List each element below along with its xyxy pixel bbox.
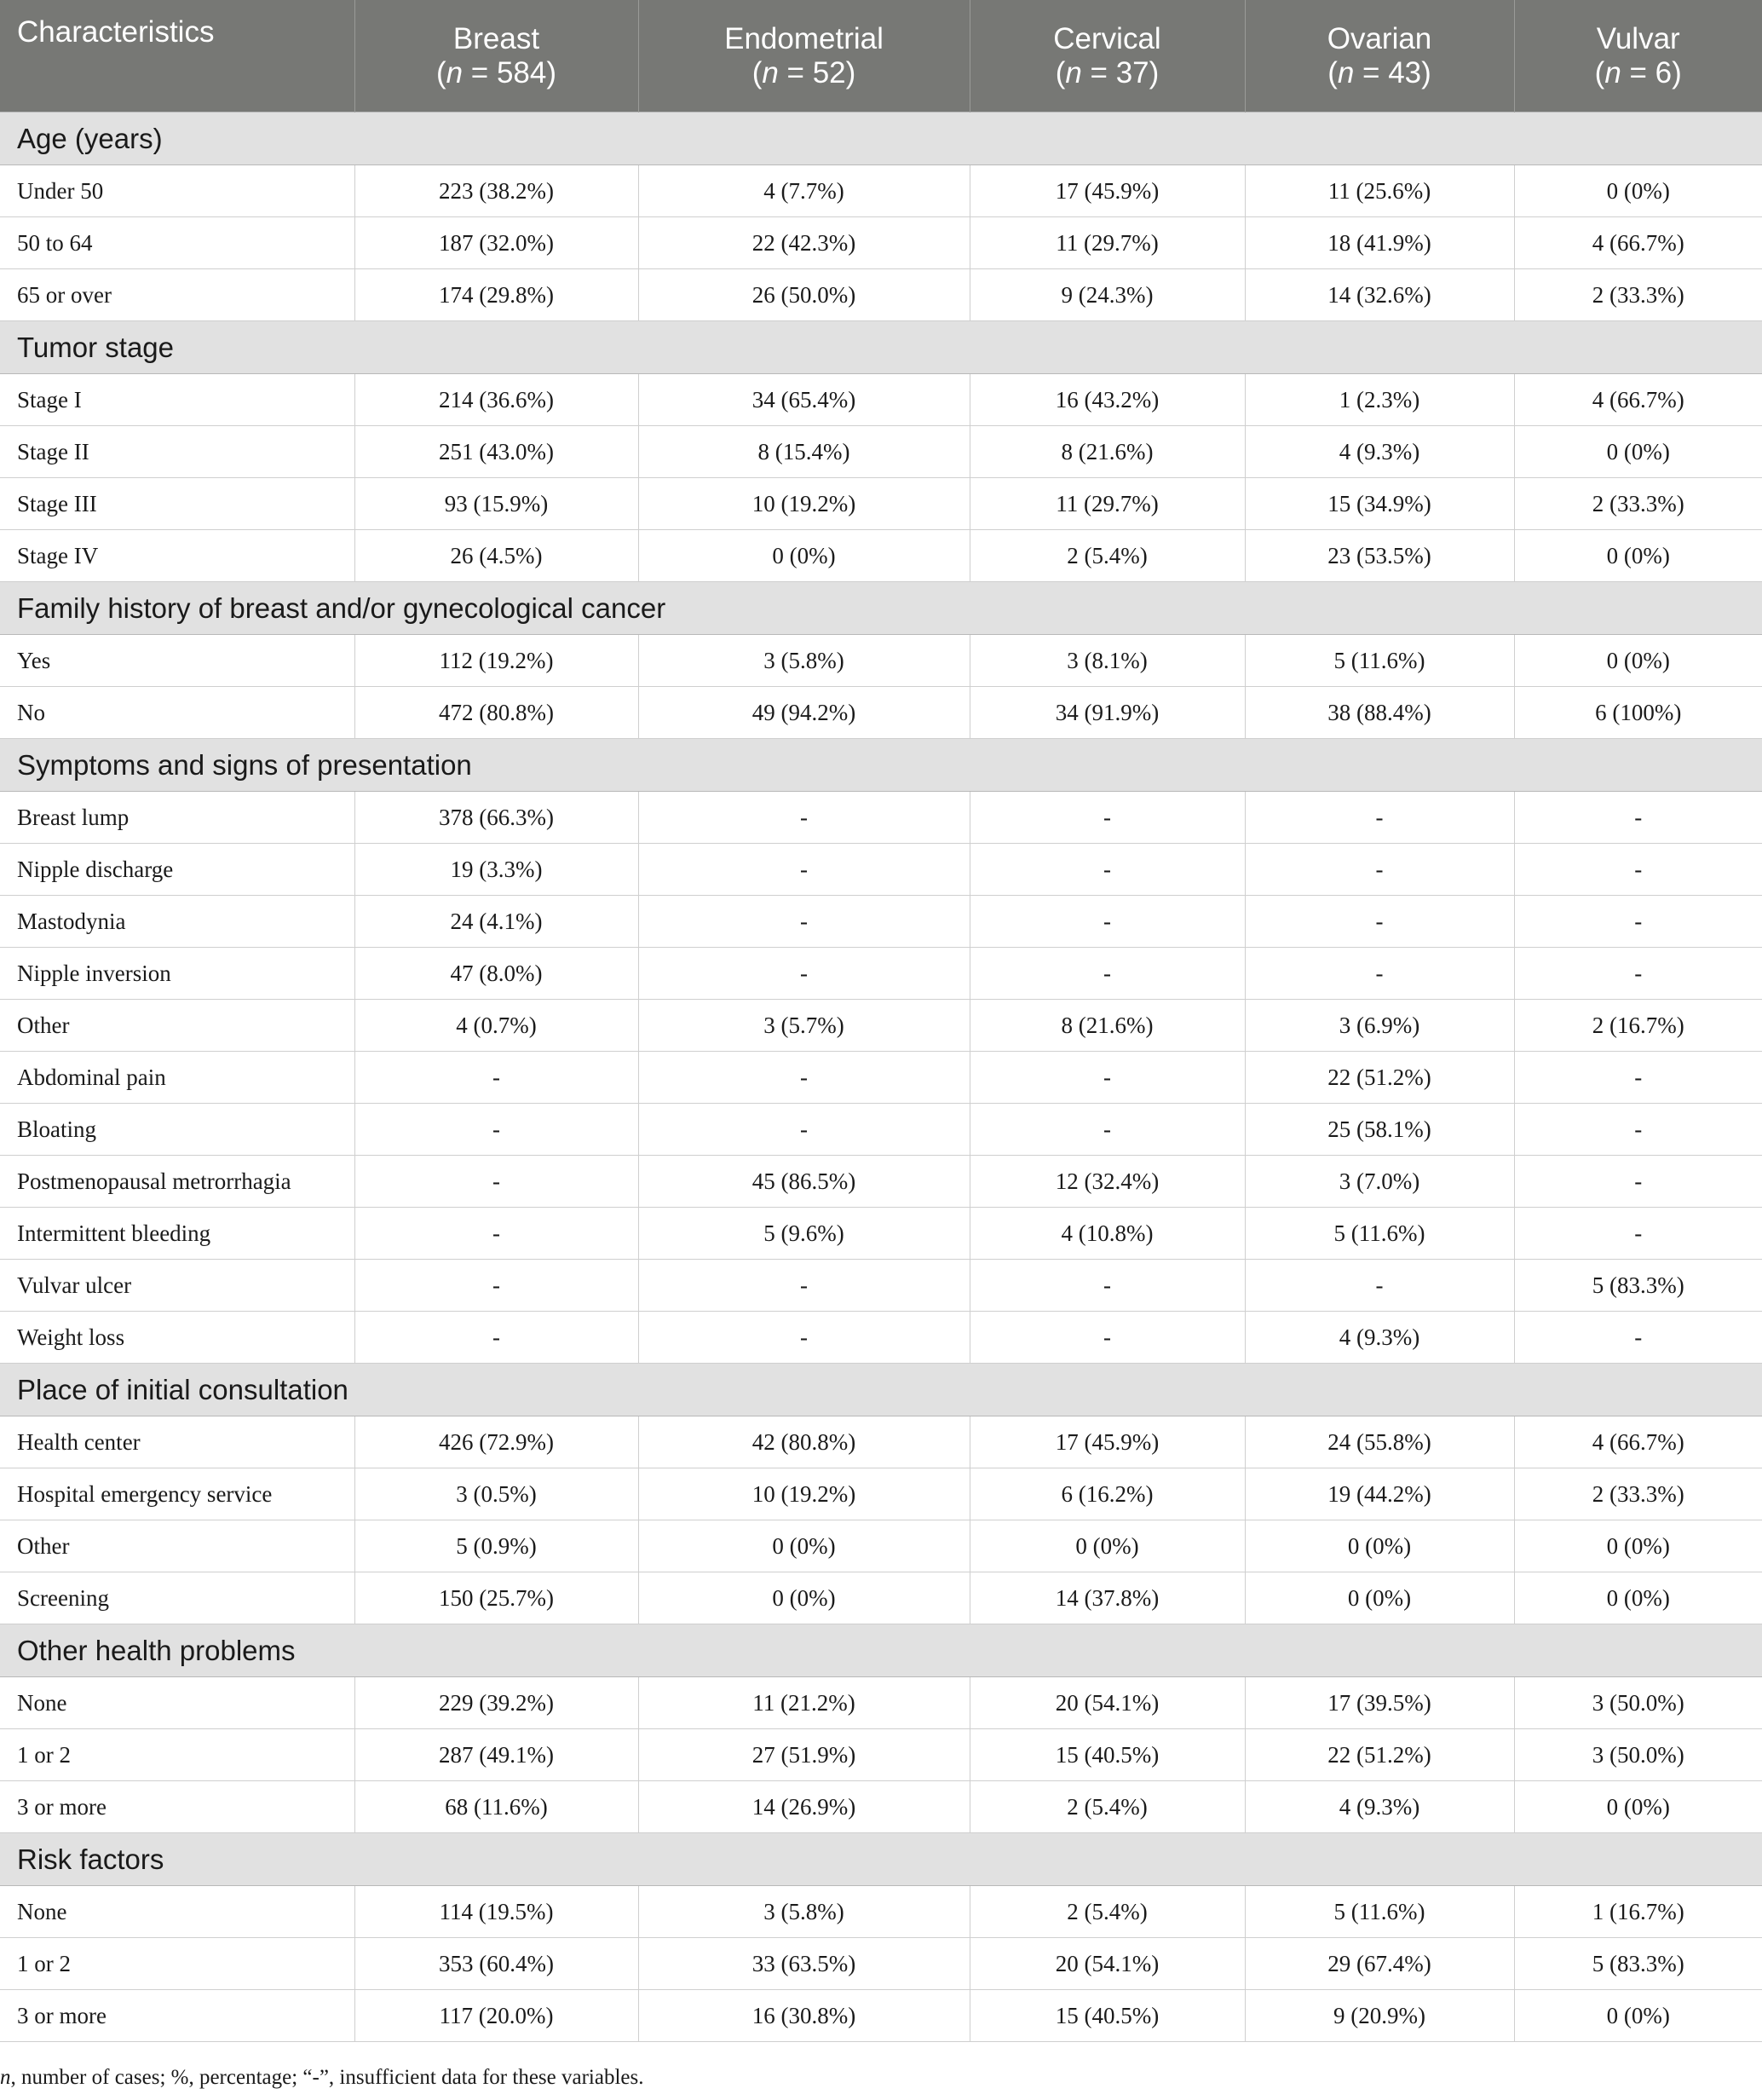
table-row [0, 687, 1762, 739]
table-cell: 2 (16.7%) [1514, 1000, 1762, 1052]
section-title: Tumor stage [0, 321, 1762, 374]
table-cell: 26 (4.5%) [354, 530, 638, 582]
table-cell: 17 (45.9%) [970, 165, 1245, 217]
section-header-row [0, 739, 1762, 792]
table-cell: 24 (55.8%) [1245, 1416, 1514, 1468]
row-label: Mastodynia [0, 896, 354, 948]
table-cell: 11 (25.6%) [1245, 165, 1514, 217]
table-row [0, 1781, 1762, 1833]
table-cell: 0 (0%) [638, 1520, 970, 1572]
table-cell: - [970, 1104, 1245, 1156]
table-cell: 15 (40.5%) [970, 1990, 1245, 2042]
table-cell: - [1514, 948, 1762, 1000]
group-count: (n = 6) [1594, 55, 1682, 89]
table-cell: - [638, 896, 970, 948]
table-cell: 20 (54.1%) [970, 1677, 1245, 1729]
table-cell: 5 (9.6%) [638, 1208, 970, 1260]
table-cell: 187 (32.0%) [354, 217, 638, 269]
table-row [0, 896, 1762, 948]
table-cell: 150 (25.7%) [354, 1572, 638, 1624]
table-row [0, 1677, 1762, 1729]
table-row [0, 426, 1762, 478]
table-cell: - [354, 1260, 638, 1312]
table-cell: 3 (50.0%) [1514, 1729, 1762, 1781]
table-cell: 17 (45.9%) [970, 1416, 1245, 1468]
table-cell: - [638, 1104, 970, 1156]
table-cell: 5 (11.6%) [1245, 1208, 1514, 1260]
table-cell: 353 (60.4%) [354, 1938, 638, 1990]
table-cell: - [1245, 844, 1514, 896]
table-row [0, 1520, 1762, 1572]
group-count: (n = 52) [751, 55, 856, 89]
table-cell: 22 (51.2%) [1245, 1052, 1514, 1104]
table-cell: 23 (53.5%) [1245, 530, 1514, 582]
table-cell: 8 (21.6%) [970, 426, 1245, 478]
table-cell: - [970, 844, 1245, 896]
table-row [0, 1156, 1762, 1208]
table-cell: 5 (0.9%) [354, 1520, 638, 1572]
table-cell: - [1514, 1208, 1762, 1260]
table-cell: 117 (20.0%) [354, 1990, 638, 2042]
table-row [0, 1312, 1762, 1364]
table-cell: - [1514, 1312, 1762, 1364]
table-cell: 47 (8.0%) [354, 948, 638, 1000]
table-cell: 2 (5.4%) [970, 1886, 1245, 1938]
table-cell: 18 (41.9%) [1245, 217, 1514, 269]
table-cell: - [970, 896, 1245, 948]
table-cell: - [1514, 1104, 1762, 1156]
table-cell: 15 (34.9%) [1245, 478, 1514, 530]
row-label: Nipple inversion [0, 948, 354, 1000]
table-cell: 174 (29.8%) [354, 269, 638, 321]
table-row [0, 165, 1762, 217]
table-cell: 12 (32.4%) [970, 1156, 1245, 1208]
table-row [0, 217, 1762, 269]
table-cell: 29 (67.4%) [1245, 1938, 1514, 1990]
table-cell: 426 (72.9%) [354, 1416, 638, 1468]
table-cell: 2 (5.4%) [970, 1781, 1245, 1833]
header-group-cervical [970, 0, 1245, 112]
table-cell: 11 (29.7%) [970, 478, 1245, 530]
table-cell: 4 (0.7%) [354, 1000, 638, 1052]
table-cell: - [970, 1260, 1245, 1312]
table-cell: 4 (9.3%) [1245, 1781, 1514, 1833]
table-cell: 93 (15.9%) [354, 478, 638, 530]
row-label: Other [0, 1520, 354, 1572]
table-cell: 38 (88.4%) [1245, 687, 1514, 739]
table-row [0, 1468, 1762, 1520]
table-cell: 11 (21.2%) [638, 1677, 970, 1729]
footnote-text: , number of cases; %, percentage; “-”, insufficient data for these variables. [10, 2066, 644, 2089]
table-cell: - [1514, 1052, 1762, 1104]
row-label: Bloating [0, 1104, 354, 1156]
row-label: None [0, 1886, 354, 1938]
table-cell: 0 (0%) [1514, 1572, 1762, 1624]
section-header-row [0, 1833, 1762, 1886]
table-cell: 4 (66.7%) [1514, 217, 1762, 269]
table-cell: 0 (0%) [970, 1520, 1245, 1572]
table-cell: 9 (20.9%) [1245, 1990, 1514, 2042]
section-header-row [0, 582, 1762, 635]
table-cell: 17 (39.5%) [1245, 1677, 1514, 1729]
table-cell: 34 (65.4%) [638, 374, 970, 426]
table-row [0, 844, 1762, 896]
table-cell: 0 (0%) [638, 530, 970, 582]
table-cell: - [1245, 792, 1514, 844]
section-title: Place of initial consultation [0, 1364, 1762, 1416]
table-row [0, 1572, 1762, 1624]
table-cell: 2 (5.4%) [970, 530, 1245, 582]
table-cell: 0 (0%) [1514, 530, 1762, 582]
table-cell: 16 (30.8%) [638, 1990, 970, 2042]
table-cell: 33 (63.5%) [638, 1938, 970, 1990]
table-cell: 3 (5.8%) [638, 1886, 970, 1938]
table-cell: 214 (36.6%) [354, 374, 638, 426]
table-cell: - [970, 948, 1245, 1000]
table-cell: 229 (39.2%) [354, 1677, 638, 1729]
table-row [0, 1052, 1762, 1104]
table-cell: 20 (54.1%) [970, 1938, 1245, 1990]
table-cell: 9 (24.3%) [970, 269, 1245, 321]
table-cell: - [970, 1312, 1245, 1364]
table-cell: 68 (11.6%) [354, 1781, 638, 1833]
row-label: 3 or more [0, 1990, 354, 2042]
table-row [0, 1260, 1762, 1312]
table-row [0, 1886, 1762, 1938]
row-label: Yes [0, 635, 354, 687]
row-label: No [0, 687, 354, 739]
row-label: Stage I [0, 374, 354, 426]
table-cell: 49 (94.2%) [638, 687, 970, 739]
table-cell: 0 (0%) [1245, 1572, 1514, 1624]
table-cell: 251 (43.0%) [354, 426, 638, 478]
section-title: Other health problems [0, 1624, 1762, 1677]
table-row [0, 792, 1762, 844]
table-cell: 223 (38.2%) [354, 165, 638, 217]
table-cell: 22 (51.2%) [1245, 1729, 1514, 1781]
group-name: Cervical [1053, 21, 1161, 55]
table-cell: 1 (16.7%) [1514, 1886, 1762, 1938]
table-row [0, 478, 1762, 530]
table-row [0, 1729, 1762, 1781]
table-cell: 4 (66.7%) [1514, 374, 1762, 426]
table-cell: 19 (44.2%) [1245, 1468, 1514, 1520]
group-count: (n = 43) [1327, 55, 1431, 89]
table-header-row [0, 0, 1762, 112]
group-name: Endometrial [724, 21, 884, 55]
table-body [0, 112, 1762, 2042]
header-group-vulvar [1514, 0, 1762, 112]
table-footnote [0, 2066, 643, 2090]
table-cell: 6 (100%) [1514, 687, 1762, 739]
table-cell: 3 (5.7%) [638, 1000, 970, 1052]
table-cell: - [354, 1208, 638, 1260]
table-cell: 22 (42.3%) [638, 217, 970, 269]
table-cell: 378 (66.3%) [354, 792, 638, 844]
table-cell: - [638, 1052, 970, 1104]
table-cell: 0 (0%) [1514, 1781, 1762, 1833]
row-label: 50 to 64 [0, 217, 354, 269]
table-cell: - [638, 1312, 970, 1364]
header-group-endometrial [638, 0, 970, 112]
table-row [0, 1208, 1762, 1260]
table-cell: 26 (50.0%) [638, 269, 970, 321]
table-cell: 2 (33.3%) [1514, 269, 1762, 321]
table-cell: 14 (37.8%) [970, 1572, 1245, 1624]
row-label: 3 or more [0, 1781, 354, 1833]
footnote-n-symbol: n [0, 2066, 11, 2089]
row-label: Stage II [0, 426, 354, 478]
group-name: Ovarian [1327, 21, 1432, 55]
section-title: Age (years) [0, 112, 1762, 165]
table-cell: - [1514, 1156, 1762, 1208]
row-label: Breast lump [0, 792, 354, 844]
row-label: Hospital emergency service [0, 1468, 354, 1520]
section-header-row [0, 1364, 1762, 1416]
table-cell: 15 (40.5%) [970, 1729, 1245, 1781]
row-label: Postmenopausal metrorrhagia [0, 1156, 354, 1208]
table-cell: 0 (0%) [1245, 1520, 1514, 1572]
table-cell: 34 (91.9%) [970, 687, 1245, 739]
table-cell: 3 (8.1%) [970, 635, 1245, 687]
table-cell: - [354, 1312, 638, 1364]
row-label: Health center [0, 1416, 354, 1468]
section-title: Symptoms and signs of presentation [0, 739, 1762, 792]
table-cell: 3 (6.9%) [1245, 1000, 1514, 1052]
table-cell: 4 (10.8%) [970, 1208, 1245, 1260]
row-label: Nipple discharge [0, 844, 354, 896]
table-row [0, 1990, 1762, 2042]
table-cell: - [638, 1260, 970, 1312]
table-cell: 3 (0.5%) [354, 1468, 638, 1520]
table-cell: 10 (19.2%) [638, 478, 970, 530]
table-cell: - [638, 844, 970, 896]
section-title: Family history of breast and/or gynecological cancer [0, 582, 1762, 635]
row-label: Abdominal pain [0, 1052, 354, 1104]
table-cell: 8 (15.4%) [638, 426, 970, 478]
section-header-row [0, 321, 1762, 374]
row-label: Other [0, 1000, 354, 1052]
table-cell: 0 (0%) [1514, 635, 1762, 687]
group-name: Breast [452, 21, 540, 55]
header-group-breast [354, 0, 638, 112]
table-cell: - [1245, 896, 1514, 948]
row-label: Screening [0, 1572, 354, 1624]
table-cell: 19 (3.3%) [354, 844, 638, 896]
table-cell: 11 (29.7%) [970, 217, 1245, 269]
table-row [0, 269, 1762, 321]
table-cell: - [638, 948, 970, 1000]
table-cell: - [354, 1156, 638, 1208]
table-cell: 5 (11.6%) [1245, 635, 1514, 687]
table-row [0, 374, 1762, 426]
header-group-ovarian [1245, 0, 1514, 112]
table-cell: 4 (66.7%) [1514, 1416, 1762, 1468]
table-cell: - [1514, 792, 1762, 844]
table-cell: 16 (43.2%) [970, 374, 1245, 426]
table-cell: 0 (0%) [1514, 1520, 1762, 1572]
table-cell: 3 (7.0%) [1245, 1156, 1514, 1208]
table-cell: - [970, 1052, 1245, 1104]
table-cell: 10 (19.2%) [638, 1468, 970, 1520]
table-cell: - [970, 792, 1245, 844]
row-label: 1 or 2 [0, 1729, 354, 1781]
table-cell: - [1514, 896, 1762, 948]
table-cell: 0 (0%) [1514, 1990, 1762, 2042]
table-cell: 4 (9.3%) [1245, 1312, 1514, 1364]
row-label: Weight loss [0, 1312, 354, 1364]
table-cell: 2 (33.3%) [1514, 1468, 1762, 1520]
table-cell: 472 (80.8%) [354, 687, 638, 739]
table-cell: 112 (19.2%) [354, 635, 638, 687]
row-label: Stage IV [0, 530, 354, 582]
table-cell: 6 (16.2%) [970, 1468, 1245, 1520]
row-label: None [0, 1677, 354, 1729]
table-cell: 2 (33.3%) [1514, 478, 1762, 530]
table-row [0, 948, 1762, 1000]
table-row [0, 1000, 1762, 1052]
table-cell: 0 (0%) [1514, 165, 1762, 217]
table-cell: 14 (26.9%) [638, 1781, 970, 1833]
table-cell: 5 (83.3%) [1514, 1260, 1762, 1312]
table-cell: 4 (9.3%) [1245, 426, 1514, 478]
table-row [0, 1416, 1762, 1468]
table-cell: 114 (19.5%) [354, 1886, 638, 1938]
row-label: Under 50 [0, 165, 354, 217]
table-row [0, 530, 1762, 582]
table-cell: 3 (50.0%) [1514, 1677, 1762, 1729]
section-header-row [0, 1624, 1762, 1677]
group-name: Vulvar [1596, 21, 1680, 55]
table-cell: 1 (2.3%) [1245, 374, 1514, 426]
table-cell: - [638, 792, 970, 844]
row-label: Stage III [0, 478, 354, 530]
table-cell: 3 (5.8%) [638, 635, 970, 687]
table-cell: 8 (21.6%) [970, 1000, 1245, 1052]
section-title: Risk factors [0, 1833, 1762, 1886]
table-cell: - [1245, 1260, 1514, 1312]
table-cell: - [1245, 948, 1514, 1000]
table-cell: 0 (0%) [1514, 426, 1762, 478]
table-cell: 24 (4.1%) [354, 896, 638, 948]
table-row [0, 1104, 1762, 1156]
group-count: (n = 584) [435, 55, 557, 89]
row-label: 65 or over [0, 269, 354, 321]
table-cell: 25 (58.1%) [1245, 1104, 1514, 1156]
row-label: Intermittent bleeding [0, 1208, 354, 1260]
table-cell: 5 (11.6%) [1245, 1886, 1514, 1938]
table-cell: 14 (32.6%) [1245, 269, 1514, 321]
table-cell: 42 (80.8%) [638, 1416, 970, 1468]
table-cell: 4 (7.7%) [638, 165, 970, 217]
table-cell: 287 (49.1%) [354, 1729, 638, 1781]
table-cell: - [1514, 844, 1762, 896]
header-characteristics: Characteristics [0, 0, 354, 112]
table-cell: - [354, 1052, 638, 1104]
row-label: Vulvar ulcer [0, 1260, 354, 1312]
table-cell: 5 (83.3%) [1514, 1938, 1762, 1990]
table-cell: 0 (0%) [638, 1572, 970, 1624]
table-cell: 45 (86.5%) [638, 1156, 970, 1208]
table-row [0, 1938, 1762, 1990]
group-count: (n = 37) [1055, 55, 1160, 89]
section-header-row [0, 112, 1762, 165]
table-row [0, 635, 1762, 687]
table-cell: 27 (51.9%) [638, 1729, 970, 1781]
row-label: 1 or 2 [0, 1938, 354, 1990]
table-cell: - [354, 1104, 638, 1156]
